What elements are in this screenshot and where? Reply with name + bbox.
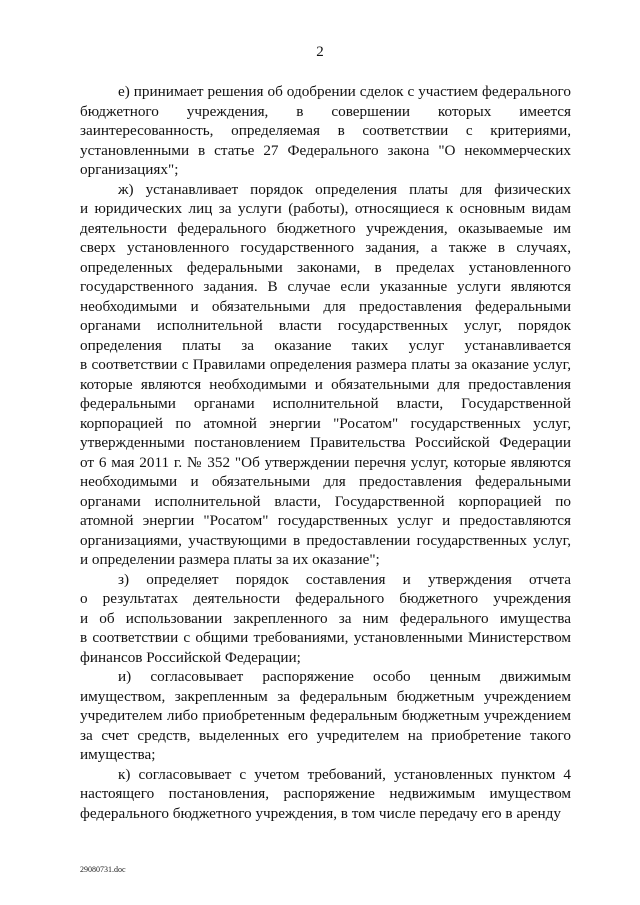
text-line: финансов Российской Федерации; <box>80 648 301 666</box>
text-line: и об использовании закрепленного за ним федерального имущества <box>80 609 571 627</box>
text-line: имущества; <box>80 746 156 763</box>
text-line: органами исполнительной власти, Государственной корпорацией по <box>80 492 571 510</box>
text-line: бюджетного учреждения, в совершении которых имеется <box>80 102 571 120</box>
text-line: атомной энергии "Росатом" государственных услуг и предоставляются <box>80 512 571 529</box>
text-line: необходимыми и обязательными для предоставления федеральными <box>80 473 571 490</box>
paragraph <box>80 667 571 765</box>
text-line: и) согласовывает распоряжение особо ценным движимым <box>118 668 571 685</box>
text-line: федерального бюджетного учреждения, в том числе передачу его в аренду <box>80 804 561 822</box>
text-line: утвержденными постановлением Правительства Российской Федерации <box>80 434 571 451</box>
text-line: за счет средств, выделенных его учредителем на приобретение такого <box>80 726 571 744</box>
text-line: в соответствии с общими требованиями, установленными Министерством <box>80 629 571 646</box>
text-line: от 6 мая 2011 г. № 352 "Об утверждении перечня услуг, которые являются <box>80 453 571 471</box>
text-line: сверх установленного государственного задания, а также в случаях, <box>80 239 571 256</box>
paragraph <box>80 765 571 824</box>
text-line: о результатах деятельности федерального бюджетного учреждения <box>80 590 571 607</box>
text-line: имуществом, закрепленным за федеральным бюджетным учреждением <box>80 687 571 705</box>
text-line: которые являются необходимыми и обязательными для предоставления <box>80 375 571 393</box>
text-line: государственного задания. В случае если указанные услуги являются <box>80 278 571 295</box>
text-line: заинтересованность, определяемая в соответствии с критериями, <box>80 122 571 139</box>
text-line: е) принимает решения об одобрении сделок с участием федерального <box>118 83 571 100</box>
text-line: корпорацией по атомной энергии "Росатом" государственных услуг, <box>80 414 571 432</box>
text-line: необходимыми и обязательными для предоставления федеральными <box>80 297 571 315</box>
text-line: организациями, участвующими в предоставлении государственных услуг, <box>80 531 571 549</box>
text-line: з) определяет порядок составления и утверждения отчета <box>118 570 571 588</box>
page-number: 2 <box>316 44 324 60</box>
paragraph <box>80 570 571 668</box>
text-line: определения платы за оказание таких услуг устанавливается <box>80 336 571 354</box>
text-line: учредителем либо приобретенным федеральным бюджетным учреждением <box>80 707 571 724</box>
text-line: установленными в статье 27 Федерального закона "О некоммерческих <box>80 141 571 159</box>
text-line: ж) устанавливает порядок определения платы для физических <box>118 180 571 198</box>
paragraph <box>80 180 571 570</box>
text-line: деятельности федерального бюджетного учреждения, оказываемые им <box>80 219 571 237</box>
text-line: определенных федеральными законами, в пределах установленного <box>80 258 571 276</box>
text-line: в соответствии с Правилами определения размера платы за оказание услуг, <box>80 356 571 373</box>
text-line: и определении размера платы за их оказание"; <box>80 551 380 568</box>
file-name-footer: 29080731.doc <box>80 865 126 874</box>
text-line: органами исполнительной власти государственных услуг, порядок <box>80 317 571 334</box>
text-line: и юридических лиц за услуги (работы), относящиеся к основным видам <box>80 200 571 217</box>
document-body <box>80 82 571 823</box>
paragraph <box>80 82 571 180</box>
text-line: федеральными органами исполнительной власти, Государственной <box>80 395 571 412</box>
text-line: организациях"; <box>80 161 179 178</box>
text-line: настоящего постановления, распоряжение недвижимым имуществом <box>80 785 571 802</box>
text-line: к) согласовывает с учетом требований, установленных пунктом 4 <box>118 765 571 783</box>
